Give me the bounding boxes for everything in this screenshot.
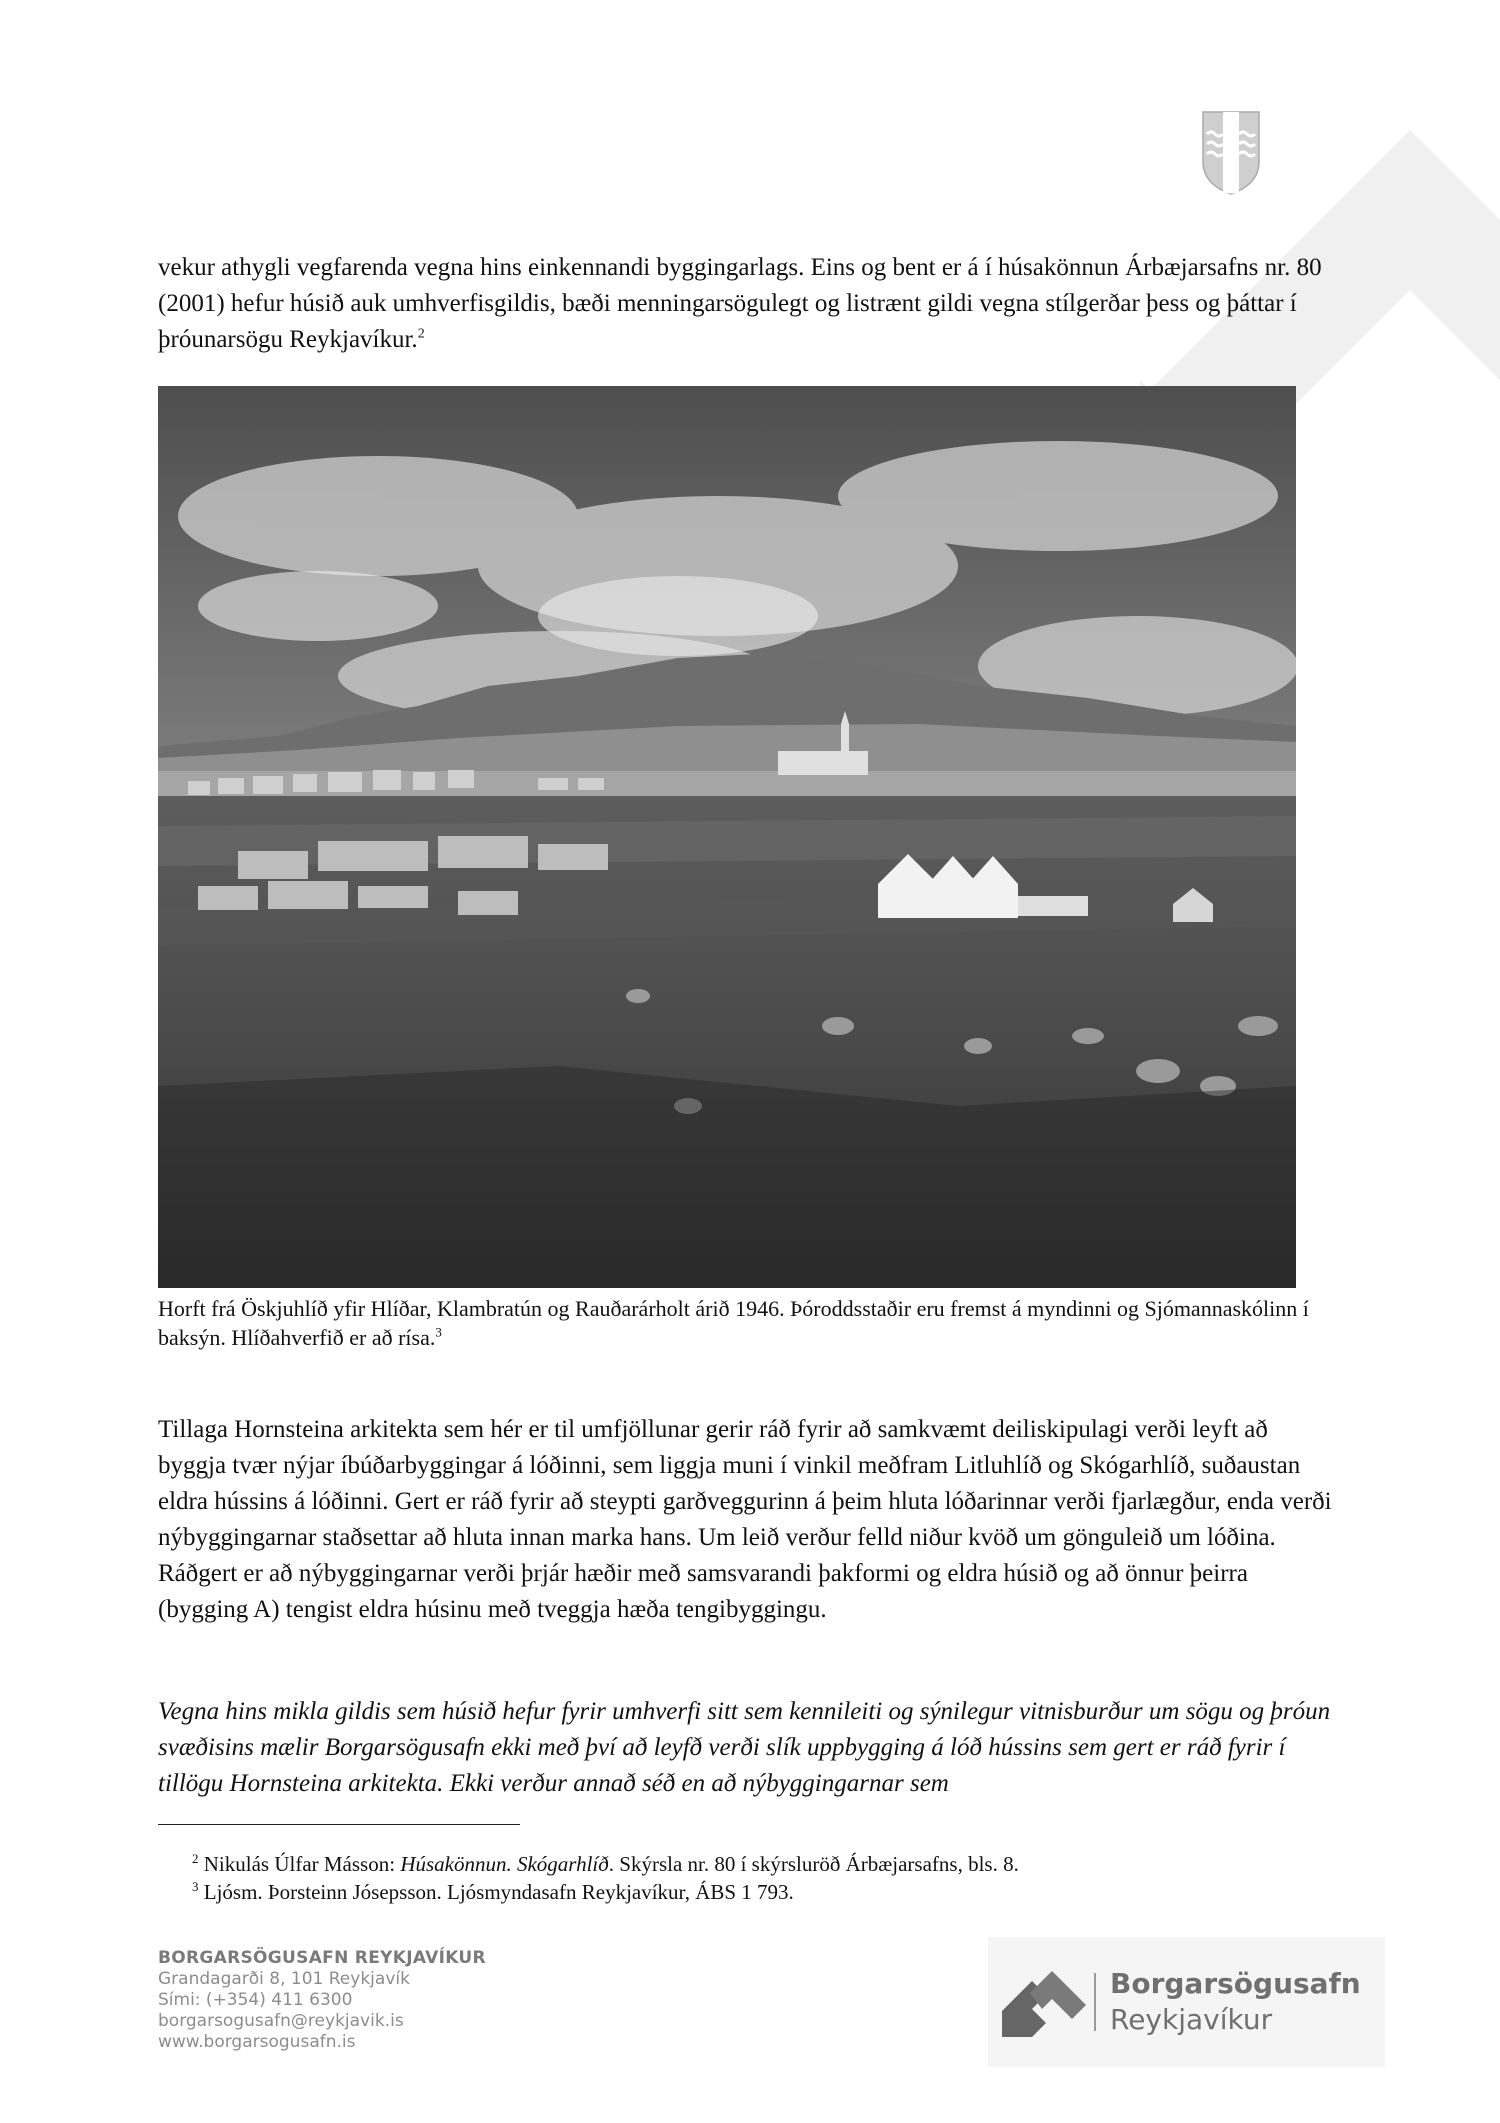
footer-org-name: BORGARSÖGUSAFN REYKJAVÍKUR [158, 1948, 486, 1968]
footnote-divider [158, 1824, 520, 1825]
footer-contact [158, 1947, 486, 2053]
logo-chevron-icon [1002, 1967, 1086, 2037]
historical-photo [158, 386, 1296, 1288]
opinion-paragraph: Vegna hins mikla gildis sem húsið hefur fyrir umhverfi sitt sem kennileiti og sýnilegur vitnisburður um sögu og þróun svæðisins mælir Borgarsögusafn ekki með því að leyfð verði slík uppbygging á lóð hússins sem gert er ráð fyrir í tillögu Hornsteina arkitekta. Ekki verður annað séð en að nýbyggingarnar sem [158, 1698, 1331, 1797]
footer-email[interactable]: borgarsogusafn@reykjavik.is [158, 2011, 404, 2031]
logo-name-line2: Reykjavíkur [1110, 2003, 1273, 2036]
reykjavik-crest-icon [1201, 110, 1261, 196]
footer-website[interactable]: www.borgarsogusafn.is [158, 2032, 356, 2052]
footer-phone: Sími: (+354) 411 6300 [158, 1990, 353, 2010]
footnote-ref-2[interactable]: 2 [417, 326, 425, 342]
footer-address: Grandagarði 8, 101 Reykjavík [158, 1969, 410, 1989]
logo-name-line1: Borgarsögusafn [1110, 1967, 1361, 2000]
intro-paragraph: vekur athygli vegfarenda vegna hins einkennandi byggingarlags. Eins og bent er á í húsakönnun Árbæjarsafns nr. 80 (2001) hefur húsið auk umhverfisgildis, bæði menningarsögulegt og listrænt gildi vegna stílgerðar þess og þáttar í þróunarsögu Reykjavíkur.$^2$ [158, 254, 1322, 353]
proposal-paragraph: Tillaga Hornsteina arkitekta sem hér er til umfjöllunar gerir ráð fyrir að samkvæmt deiliskipulagi verði leyft að byggja tvær nýjar íbúðarbyggingar á lóðinni, sem liggja muni í vinkil meðfram Litluhlíð og Skógarhlíð, suðaustan eldra hússins á lóðinni. Gert er ráð fyrir að steypti garðveggurinn á þeim hluta lóðarinnar verði fjarlægður, enda verði nýbyggingarnar staðsettar að hluta innan marka hans. Um leið verður felld niður kvöð um gönguleið um lóðina. Ráðgert er að nýbyggingarnar verði þrjár hæðir með samsvarandi þakformi og eldra húsið og að önnur þeirra (bygging A) tengist eldra húsinu með tveggja hæða tengibyggingu. [158, 1416, 1332, 1623]
footnote-3: $^3$ Ljósm. Þorsteinn Jósepsson. Ljósmyndasafn Reykjavíkur, ÁBS 1 793. [192, 1879, 794, 1904]
footnote-2: $^2$ Nikulás Úlfar Másson: Húsakönnun. Skógarhlíð. Skýrsla nr. 80 í skýrsluröð Árbæjarsafns, bls. 8. [192, 1851, 1019, 1876]
logo-separator [1094, 1973, 1096, 2031]
museum-logo [988, 1937, 1385, 2067]
footnote-ref-3[interactable]: 3 [435, 1324, 442, 1340]
photo-caption: Horft frá Öskjuhlíð yfir Hlíðar, Klambratún og Rauðarárholt árið 1946. Þóroddsstaðir eru fremst á myndinni og Sjómannaskólinn í baksýn. Hlíðahverfið er að rísa.$^3$ [158, 1296, 1309, 1350]
